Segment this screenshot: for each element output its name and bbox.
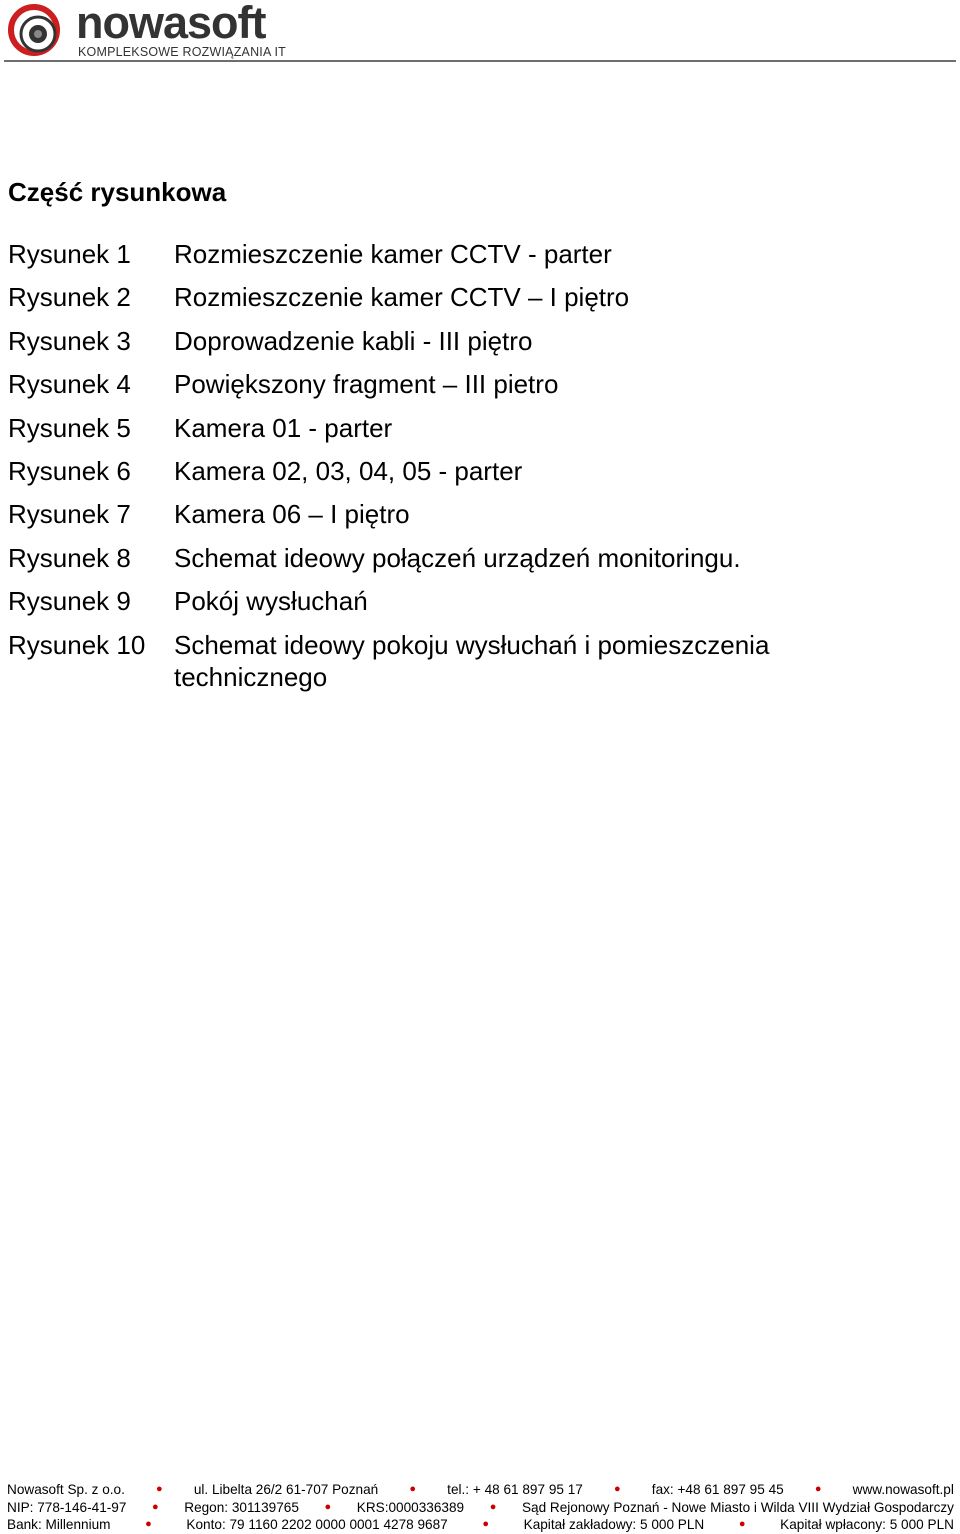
figure-row [8,455,908,487]
page-header [0,0,960,62]
footer-account: Konto: 79 1160 2202 0000 0001 4278 9687 [186,1517,448,1532]
bullet-icon: ● [152,1500,159,1513]
figure-label: Rysunek 10 [8,629,146,660]
figure-description: Doprowadzenie kabli - III piętro [174,325,533,356]
figure-row [8,542,908,574]
bullet-icon: ● [489,1500,497,1513]
bullet-icon: ● [738,1518,746,1530]
footer-fax: fax: +48 61 897 95 45 [651,1482,784,1497]
footer-court: Sąd Rejonowy Poznań - Nowe Miasto i Wilda VIII Wydział Gospodarczy [521,1499,954,1515]
footer-line-bank [7,1516,954,1534]
figure-row [8,368,908,400]
figure-label: Rysunek 8 [8,542,131,573]
footer-line-registry [7,1499,954,1517]
footer-capital-share: Kapitał zakładowy: 5 000 PLN [523,1517,705,1532]
footer-phone: tel.: + 48 61 897 95 17 [447,1482,583,1497]
figure-row [8,498,908,530]
figure-description: Rozmieszczenie kamer CCTV – I piętro [174,282,630,313]
section-title: Część rysunkowa [8,177,227,207]
figure-description: Kamera 01 - parter [174,412,393,443]
figure-label: Rysunek 3 [8,325,131,356]
bullet-icon: ● [324,1500,332,1513]
footer-bank: Bank: Millennium [7,1517,111,1532]
figure-label: Rysunek 4 [8,369,131,400]
bullet-icon: ● [614,1483,621,1495]
figure-row [8,585,908,617]
figure-row [8,281,908,313]
figure-description: Powiększony fragment – III pietro [174,369,559,400]
figure-row [8,325,908,357]
figure-description: Kamera 02, 03, 04, 05 - parter [174,455,523,486]
bullet-icon: ● [482,1518,489,1530]
figure-description: Kamera 06 – I piętro [174,499,410,530]
figure-label: Rysunek 2 [8,282,131,313]
figure-description: Rozmieszczenie kamer CCTV - parter [174,239,612,269]
footer-regon: Regon: 301139765 [184,1499,299,1515]
figure-row [8,412,908,444]
header-divider [4,60,956,62]
logo-wordmark: nowasoft [76,0,266,48]
figure-label: Rysunek 5 [8,412,131,443]
footer-nip: NIP: 778-146-41-97 [7,1499,127,1515]
figure-description: Schemat ideowy połączeń urządzeń monitoringu. [174,542,741,573]
figure-description: Schemat ideowy pokoju wysłuchań i pomieszczenia technicznego [174,629,770,692]
bullet-icon: ● [156,1483,163,1495]
footer-krs: KRS:0000336389 [356,1499,465,1515]
bullet-icon: ● [814,1483,822,1495]
footer-website: www.nowasoft.pl [852,1482,954,1497]
footer-company: Nowasoft Sp. z o.o. [7,1482,125,1497]
figure-label: Rysunek 7 [8,499,131,530]
nowasoft-logo-icon [8,4,60,56]
figure-label: Rysunek 9 [8,586,131,617]
figure-row [8,238,908,270]
figure-description: Pokój wysłuchań [174,586,368,617]
figure-row [8,629,908,693]
bullet-icon: ● [145,1518,152,1530]
footer-line-contact [7,1481,954,1499]
bullet-icon: ● [409,1483,417,1495]
figure-label: Rysunek 1 [8,239,131,269]
footer-capital-paid: Kapitał wpłacony: 5 000 PLN [780,1517,954,1532]
logo-tagline: KOMPLEKSOWE ROZWIĄZANIA IT [78,45,287,59]
company-footer [7,1481,954,1534]
footer-address: ul. Libelta 26/2 61-707 Poznań [193,1482,379,1497]
figure-label: Rysunek 6 [8,455,131,486]
figure-list [8,238,908,704]
